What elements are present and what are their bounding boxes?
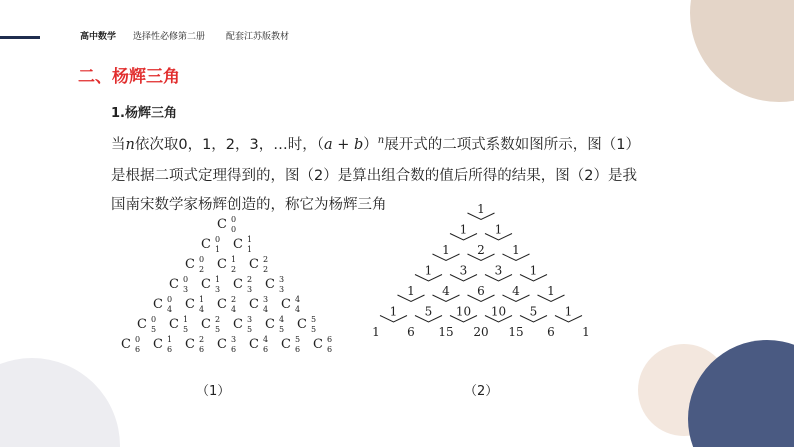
triangle-number: 5: [424, 304, 433, 319]
triangle-number: 1: [477, 202, 485, 216]
triangle-number: 5: [529, 304, 538, 319]
triangle-number: 1: [564, 304, 573, 319]
header-edition: 配套江苏版教材: [226, 32, 290, 42]
svg-text:3: 3: [279, 275, 285, 284]
svg-text:1: 1: [199, 295, 205, 304]
triangle-number: 3: [459, 263, 468, 278]
svg-text:5: 5: [215, 325, 221, 334]
svg-text:3: 3: [247, 315, 253, 324]
triangle-number: 1: [389, 304, 398, 319]
triangle-number: 1: [547, 284, 555, 298]
triangle-number: 1: [372, 325, 380, 339]
svg-text:4: 4: [263, 335, 269, 344]
svg-text:0: 0: [135, 335, 141, 344]
svg-text:C: C: [153, 297, 163, 312]
svg-text:C: C: [137, 317, 147, 332]
line1-mid: 依次取0，1，2，3，…时，（: [134, 137, 324, 153]
triangle-number: 1: [407, 284, 415, 298]
svg-text:1: 1: [183, 315, 189, 324]
svg-text:3: 3: [183, 285, 189, 294]
svg-text:C: C: [265, 277, 275, 292]
triangle-number: 4: [512, 284, 520, 298]
svg-text:C: C: [249, 337, 259, 352]
triangle-number: 6: [547, 325, 555, 339]
svg-text:5: 5: [183, 325, 189, 334]
svg-text:6: 6: [295, 345, 301, 354]
svg-text:1: 1: [231, 255, 237, 264]
exponent-n: n: [377, 135, 385, 147]
svg-text:5: 5: [295, 335, 301, 344]
figure1-caption: （1）: [196, 384, 231, 399]
svg-text:C: C: [121, 337, 131, 352]
svg-text:3: 3: [231, 335, 237, 344]
svg-text:C: C: [153, 337, 163, 352]
svg-text:1: 1: [247, 235, 253, 244]
svg-text:1: 1: [215, 245, 221, 254]
svg-text:C: C: [185, 297, 195, 312]
svg-text:C: C: [249, 257, 259, 272]
svg-text:6: 6: [167, 345, 173, 354]
svg-text:3: 3: [279, 285, 285, 294]
svg-text:C: C: [169, 317, 179, 332]
svg-text:C: C: [217, 337, 227, 352]
svg-text:C: C: [265, 317, 275, 332]
svg-text:C: C: [233, 237, 243, 252]
svg-text:C: C: [185, 337, 195, 352]
svg-text:6: 6: [263, 345, 269, 354]
binomial-expression: a + b: [324, 137, 364, 153]
triangle-number: 1: [512, 243, 520, 257]
svg-text:6: 6: [135, 345, 141, 354]
variable-n: n: [125, 137, 135, 153]
svg-text:5: 5: [311, 325, 317, 334]
svg-text:C: C: [233, 277, 243, 292]
svg-text:2: 2: [215, 315, 221, 324]
triangle-number: 1: [459, 222, 468, 237]
triangle-number: 6: [407, 325, 415, 339]
subsection-title: 1.杨辉三角: [111, 106, 177, 121]
svg-text:0: 0: [167, 295, 173, 304]
svg-text:C: C: [169, 277, 179, 292]
triangle-number: 1: [424, 263, 433, 278]
triangle-number: 1: [494, 222, 503, 237]
triangle-number: 2: [477, 243, 485, 257]
svg-text:4: 4: [231, 305, 237, 314]
triangle-number: 1: [442, 243, 450, 257]
svg-text:C: C: [313, 337, 323, 352]
svg-text:C: C: [233, 317, 243, 332]
svg-text:2: 2: [247, 275, 253, 284]
svg-text:C: C: [217, 257, 227, 272]
svg-text:C: C: [281, 337, 291, 352]
section-title: 二、杨辉三角: [78, 67, 180, 87]
svg-text:4: 4: [167, 305, 173, 314]
svg-text:5: 5: [311, 315, 317, 324]
svg-text:6: 6: [231, 345, 237, 354]
svg-text:2: 2: [231, 295, 237, 304]
triangle-number: 4: [442, 284, 450, 298]
svg-text:2: 2: [263, 265, 269, 274]
triangle-number: 6: [477, 284, 485, 298]
svg-text:1: 1: [167, 335, 173, 344]
svg-text:4: 4: [279, 315, 285, 324]
svg-text:C: C: [201, 237, 211, 252]
svg-text:2: 2: [231, 265, 237, 274]
svg-text:0: 0: [199, 255, 205, 264]
svg-text:C: C: [281, 297, 291, 312]
svg-text:3: 3: [247, 285, 253, 294]
paragraph-line-2: 是根据二项式定理得到的，图（2）是算出组合数的值后所得的结果，图（2）是我: [111, 168, 637, 184]
svg-text:5: 5: [279, 325, 285, 334]
header-subject: 高中数学: [80, 32, 117, 42]
line1-close: ）: [363, 137, 378, 153]
paragraph-line-3: 国南宋数学家杨辉创造的，称它为杨辉三角: [111, 197, 387, 213]
svg-text:3: 3: [263, 295, 269, 304]
svg-text:6: 6: [327, 345, 333, 354]
svg-text:6: 6: [199, 345, 205, 354]
svg-text:2: 2: [199, 335, 205, 344]
svg-text:6: 6: [327, 335, 333, 344]
svg-text:C: C: [201, 317, 211, 332]
triangle-number: 1: [582, 325, 590, 339]
svg-text:C: C: [185, 257, 195, 272]
triangle-number: 15: [438, 325, 454, 339]
svg-text:0: 0: [231, 215, 237, 224]
svg-text:3: 3: [215, 285, 221, 294]
svg-text:5: 5: [151, 325, 157, 334]
triangle-number: 3: [494, 263, 503, 278]
svg-text:1: 1: [247, 245, 253, 254]
triangle-number: 15: [508, 325, 524, 339]
line1-prefix: 当: [111, 137, 126, 153]
svg-text:1: 1: [215, 275, 221, 284]
svg-text:0: 0: [231, 225, 237, 234]
svg-text:C: C: [249, 297, 259, 312]
svg-text:2: 2: [263, 255, 269, 264]
svg-text:C: C: [297, 317, 307, 332]
svg-text:5: 5: [247, 325, 253, 334]
triangle-number: 10: [490, 304, 507, 319]
svg-text:4: 4: [295, 295, 301, 304]
header-book: 选择性必修第二册: [133, 32, 206, 42]
svg-text:4: 4: [263, 305, 269, 314]
svg-text:0: 0: [183, 275, 189, 284]
triangle-number: 20: [473, 325, 489, 339]
triangle-number: 1: [529, 263, 538, 278]
svg-text:0: 0: [151, 315, 157, 324]
svg-text:4: 4: [199, 305, 205, 314]
triangle-number: 10: [455, 304, 472, 319]
svg-text:C: C: [201, 277, 211, 292]
svg-text:C: C: [217, 217, 227, 232]
svg-text:2: 2: [199, 265, 205, 274]
svg-text:0: 0: [215, 235, 221, 244]
svg-text:C: C: [217, 297, 227, 312]
figure2-caption: （2）: [464, 384, 499, 399]
svg-text:4: 4: [295, 305, 301, 314]
line1-suffix: 展开式的二项式系数如图所示，图（1）: [384, 137, 640, 153]
